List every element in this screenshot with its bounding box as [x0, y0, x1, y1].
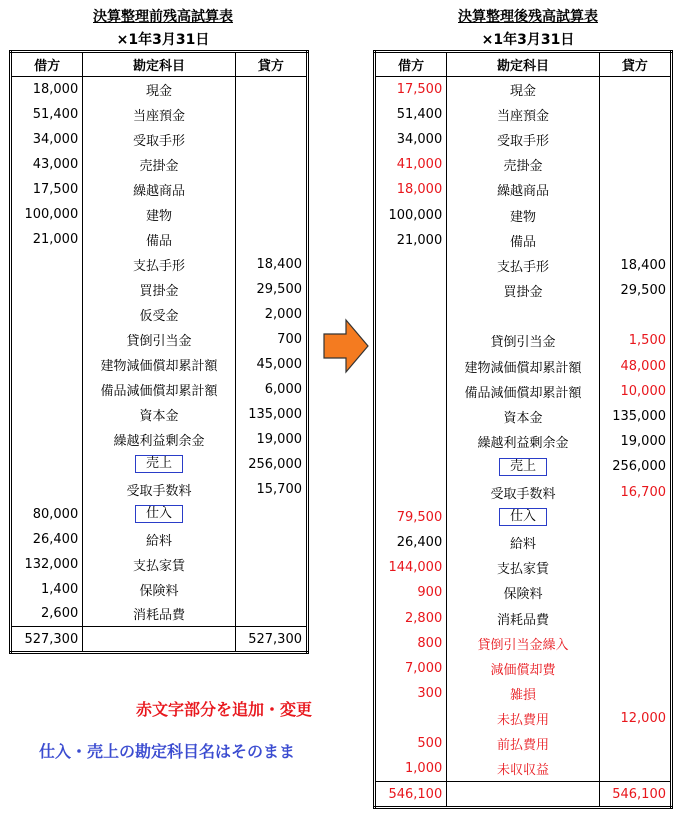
debit-cell: 300: [375, 681, 447, 706]
table-row: [375, 127, 672, 152]
red-text-note: 赤文字部分を追加・変更: [136, 700, 313, 719]
debit-cell: [375, 706, 447, 731]
debit-cell: [11, 327, 83, 352]
credit-cell: 10,000: [599, 379, 671, 404]
credit-cell: [599, 228, 671, 253]
debit-cell: [11, 452, 83, 477]
account-cell: 備品減価償却累計額: [83, 377, 236, 402]
before-title: 決算整理前残高試算表: [93, 9, 233, 25]
credit-cell: 48,000: [599, 354, 671, 379]
table-row: [11, 127, 308, 152]
credit-cell: 135,000: [235, 402, 307, 427]
credit-cell: [235, 602, 307, 627]
blue-text-note: 仕入・売上の勘定科目名はそのまま: [39, 742, 296, 761]
table-row: [11, 252, 308, 277]
debit-cell: 2,800: [375, 605, 447, 630]
account-cell: 受取手形: [83, 127, 236, 152]
credit-total: 546,100: [599, 782, 671, 808]
account-cell: 建物減価償却累計額: [83, 352, 236, 377]
account-cell: [83, 452, 236, 477]
credit-cell: [599, 631, 671, 656]
account-cell: 当座預金: [83, 102, 236, 127]
debit-cell: 500: [375, 731, 447, 756]
account-cell: 建物: [83, 202, 236, 227]
account-cell: [447, 303, 600, 328]
credit-cell: [599, 152, 671, 177]
account-cell: 繰越利益剰余金: [447, 429, 600, 454]
debit-cell: 21,000: [11, 227, 83, 252]
debit-cell: 80,000: [11, 502, 83, 527]
credit-cell: [599, 656, 671, 681]
debit-cell: [375, 303, 447, 328]
debit-cell: 100,000: [11, 202, 83, 227]
debit-cell: [11, 277, 83, 302]
after-date: ×1年3月31日: [481, 32, 575, 48]
after-trial-balance-table: [373, 50, 673, 809]
table-row: [375, 228, 672, 253]
debit-cell: 79,500: [375, 505, 447, 530]
debit-header: 借方: [375, 52, 447, 77]
table-row: [375, 757, 672, 782]
debit-cell: [375, 454, 447, 479]
account-cell: 雑損: [447, 681, 600, 706]
credit-cell: 18,400: [235, 252, 307, 277]
boxed-account-label: 売上: [499, 458, 547, 476]
table-row: [11, 327, 308, 352]
account-cell: 支払家賃: [447, 555, 600, 580]
debit-cell: 41,000: [375, 152, 447, 177]
account-cell: 備品: [83, 227, 236, 252]
credit-cell: 15,700: [235, 477, 307, 502]
table-row: [375, 404, 672, 429]
credit-cell: 19,000: [235, 427, 307, 452]
account-cell: 仮受金: [83, 302, 236, 327]
debit-cell: 51,400: [375, 102, 447, 127]
account-cell: 消耗品費: [83, 602, 236, 627]
debit-cell: 17,500: [375, 77, 447, 102]
debit-cell: 34,000: [375, 127, 447, 152]
table-row: [375, 77, 672, 102]
account-cell: 受取手形: [447, 127, 600, 152]
credit-cell: [235, 202, 307, 227]
account-cell: 貸倒引当金: [447, 328, 600, 353]
table-row: [11, 527, 308, 552]
account-cell: 備品減価償却累計額: [447, 379, 600, 404]
credit-cell: 135,000: [599, 404, 671, 429]
credit-cell: [235, 152, 307, 177]
table-row: [11, 577, 308, 602]
account-cell: 前払費用: [447, 731, 600, 756]
table-row: [375, 177, 672, 202]
debit-cell: [11, 252, 83, 277]
debit-cell: 18,000: [375, 177, 447, 202]
table-row: [375, 152, 672, 177]
table-row: [375, 454, 672, 479]
table-row: [375, 731, 672, 756]
credit-cell: [599, 202, 671, 227]
debit-cell: 800: [375, 631, 447, 656]
account-cell: 保険料: [83, 577, 236, 602]
credit-cell: [599, 681, 671, 706]
table-row: [375, 303, 672, 328]
debit-cell: [11, 302, 83, 327]
table-row: [375, 530, 672, 555]
account-cell: 現金: [447, 77, 600, 102]
credit-header: 貸方: [235, 52, 307, 77]
debit-cell: 18,000: [11, 77, 83, 102]
account-cell: 貸倒引当金: [83, 327, 236, 352]
credit-cell: [235, 177, 307, 202]
debit-cell: [11, 477, 83, 502]
account-cell: 売掛金: [447, 152, 600, 177]
debit-total: 546,100: [375, 782, 447, 808]
credit-cell: 6,000: [235, 377, 307, 402]
credit-cell: [235, 77, 307, 102]
credit-cell: [599, 605, 671, 630]
debit-cell: 26,400: [375, 530, 447, 555]
debit-cell: 51,400: [11, 102, 83, 127]
debit-cell: 43,000: [11, 152, 83, 177]
account-cell: 資本金: [447, 404, 600, 429]
table-row: [11, 202, 308, 227]
account-cell: 建物減価償却累計額: [447, 354, 600, 379]
account-cell: 繰越商品: [447, 177, 600, 202]
debit-cell: 26,400: [11, 527, 83, 552]
table-row: [375, 580, 672, 605]
table-row: [11, 502, 308, 527]
debit-cell: 132,000: [11, 552, 83, 577]
credit-total: 527,300: [235, 627, 307, 653]
total-row: [11, 627, 308, 653]
account-cell: 消耗品費: [447, 605, 600, 630]
boxed-account-label: 仕入: [135, 505, 183, 523]
account-cell: [447, 454, 600, 479]
debit-cell: 1,400: [11, 577, 83, 602]
credit-cell: [235, 577, 307, 602]
after-title: 決算整理後残高試算表: [458, 9, 598, 25]
account-cell: 未払費用: [447, 706, 600, 731]
table-row: [375, 102, 672, 127]
account-cell: 貸倒引当金繰入: [447, 631, 600, 656]
table-row: [11, 352, 308, 377]
table-row: [11, 102, 308, 127]
account-cell: 受取手数料: [83, 477, 236, 502]
debit-cell: 900: [375, 580, 447, 605]
account-cell: 現金: [83, 77, 236, 102]
credit-cell: [599, 505, 671, 530]
boxed-account-label: 仕入: [499, 508, 547, 526]
account-cell: 建物: [447, 202, 600, 227]
credit-cell: 45,000: [235, 352, 307, 377]
account-cell: 繰越商品: [83, 177, 236, 202]
table-row: [11, 402, 308, 427]
credit-cell: [599, 303, 671, 328]
account-cell: 給料: [83, 527, 236, 552]
table-row: [375, 605, 672, 630]
before-trial-balance-table: [9, 50, 309, 654]
debit-total: 527,300: [11, 627, 83, 653]
table-row: [375, 202, 672, 227]
credit-cell: 1,500: [599, 328, 671, 353]
account-cell: 買掛金: [447, 278, 600, 303]
table-row: [11, 377, 308, 402]
table-row: [11, 77, 308, 102]
table-row: [11, 177, 308, 202]
table-row: [375, 354, 672, 379]
credit-cell: 19,000: [599, 429, 671, 454]
account-cell: 備品: [447, 228, 600, 253]
debit-cell: [375, 278, 447, 303]
credit-cell: [599, 731, 671, 756]
total-label-cell: [83, 627, 236, 653]
table-header-row: [11, 52, 308, 77]
credit-cell: 18,400: [599, 253, 671, 278]
debit-cell: 2,600: [11, 602, 83, 627]
table-row: [375, 429, 672, 454]
table-row: [11, 452, 308, 477]
account-header: 勘定科目: [447, 52, 600, 77]
credit-cell: [599, 580, 671, 605]
debit-cell: 144,000: [375, 555, 447, 580]
credit-header: 貸方: [599, 52, 671, 77]
account-cell: [447, 505, 600, 530]
credit-cell: [235, 227, 307, 252]
table-row: [11, 552, 308, 577]
credit-cell: [599, 530, 671, 555]
account-cell: [83, 502, 236, 527]
debit-cell: 17,500: [11, 177, 83, 202]
table-row: [11, 227, 308, 252]
debit-header: 借方: [11, 52, 83, 77]
account-cell: 受取手数料: [447, 480, 600, 505]
credit-cell: 256,000: [235, 452, 307, 477]
credit-cell: [235, 127, 307, 152]
debit-cell: [375, 404, 447, 429]
credit-cell: 16,700: [599, 480, 671, 505]
debit-cell: [375, 429, 447, 454]
credit-cell: [599, 757, 671, 782]
table-row: [375, 681, 672, 706]
table-row: [375, 253, 672, 278]
table-row: [375, 480, 672, 505]
debit-cell: 7,000: [375, 656, 447, 681]
table-row: [375, 328, 672, 353]
credit-cell: [599, 127, 671, 152]
table-row: [11, 477, 308, 502]
table-row: [11, 302, 308, 327]
table-row: [11, 427, 308, 452]
debit-cell: [375, 379, 447, 404]
credit-cell: [599, 555, 671, 580]
boxed-account-label: 売上: [135, 455, 183, 473]
account-cell: 買掛金: [83, 277, 236, 302]
table-header-row: [375, 52, 672, 77]
credit-cell: 256,000: [599, 454, 671, 479]
credit-cell: [599, 77, 671, 102]
account-cell: 支払手形: [83, 252, 236, 277]
table-row: [11, 152, 308, 177]
credit-cell: [235, 527, 307, 552]
credit-cell: 2,000: [235, 302, 307, 327]
debit-cell: [375, 354, 447, 379]
credit-cell: [235, 552, 307, 577]
table-row: [11, 277, 308, 302]
debit-cell: [375, 328, 447, 353]
debit-cell: [11, 352, 83, 377]
table-row: [375, 505, 672, 530]
debit-cell: [11, 402, 83, 427]
total-label-cell: [447, 782, 600, 808]
credit-cell: [599, 102, 671, 127]
total-row: [375, 782, 672, 808]
arrow-right-icon: [322, 318, 370, 374]
table-row: [375, 656, 672, 681]
table-row: [375, 631, 672, 656]
account-cell: 支払家賃: [83, 552, 236, 577]
credit-cell: 29,500: [235, 277, 307, 302]
account-cell: 売掛金: [83, 152, 236, 177]
debit-cell: 100,000: [375, 202, 447, 227]
credit-cell: [235, 502, 307, 527]
debit-cell: [11, 377, 83, 402]
account-cell: 保険料: [447, 580, 600, 605]
account-cell: 支払手形: [447, 253, 600, 278]
debit-cell: [11, 427, 83, 452]
credit-cell: 12,000: [599, 706, 671, 731]
debit-cell: 34,000: [11, 127, 83, 152]
debit-cell: 21,000: [375, 228, 447, 253]
account-cell: 繰越利益剰余金: [83, 427, 236, 452]
table-row: [375, 278, 672, 303]
account-cell: 資本金: [83, 402, 236, 427]
debit-cell: 1,000: [375, 757, 447, 782]
account-header: 勘定科目: [83, 52, 236, 77]
account-cell: 減価償却費: [447, 656, 600, 681]
account-cell: 当座預金: [447, 102, 600, 127]
table-row: [375, 379, 672, 404]
account-cell: 未収収益: [447, 757, 600, 782]
debit-cell: [375, 480, 447, 505]
credit-cell: [599, 177, 671, 202]
credit-cell: 29,500: [599, 278, 671, 303]
credit-cell: [235, 102, 307, 127]
before-date: ×1年3月31日: [116, 32, 210, 48]
table-row: [11, 602, 308, 627]
table-row: [375, 555, 672, 580]
table-row: [375, 706, 672, 731]
debit-cell: [375, 253, 447, 278]
credit-cell: 700: [235, 327, 307, 352]
account-cell: 給料: [447, 530, 600, 555]
